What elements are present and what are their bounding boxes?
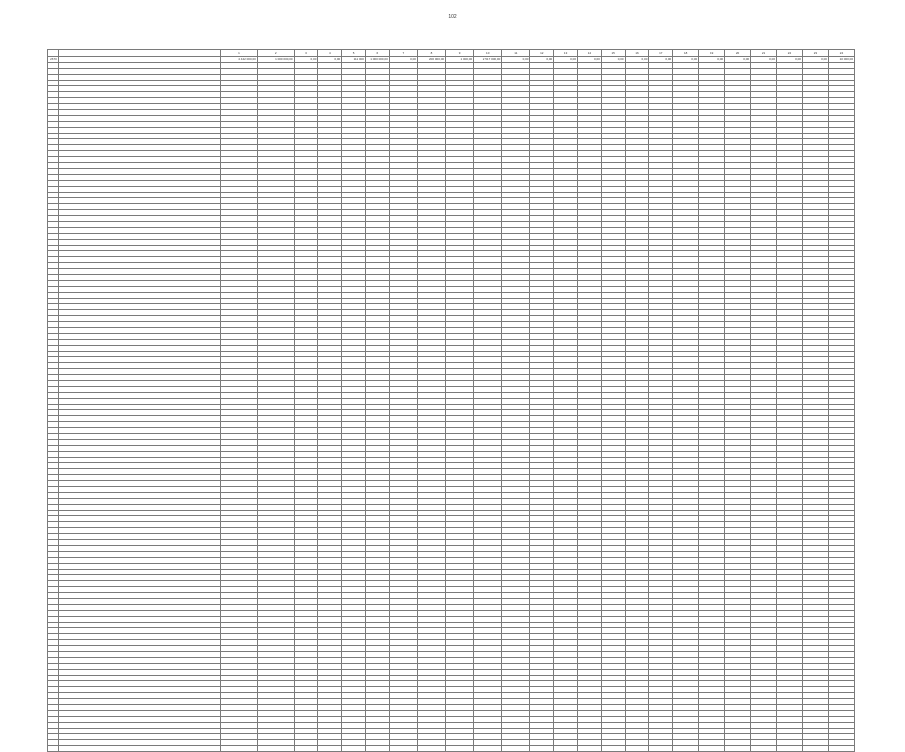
table-cell: 4 442 000,00 <box>221 57 258 63</box>
table-cell <box>365 746 389 752</box>
header-cell <box>48 50 59 57</box>
table-cell <box>530 746 554 752</box>
table-cell <box>554 746 578 752</box>
data-table <box>47 49 855 752</box>
table-cell: 111 000 <box>342 57 366 63</box>
table-cell: 10 000,00 <box>828 57 854 63</box>
header-cell: 21 <box>751 50 777 57</box>
data-table-container <box>47 49 855 752</box>
table-cell <box>318 746 342 752</box>
table-cell <box>777 746 803 752</box>
header-cell: 23 <box>802 50 828 57</box>
table-row <box>48 746 855 752</box>
table-cell: 0,00 <box>802 57 828 63</box>
table-cell: 1 000,00 <box>446 57 474 63</box>
table-cell <box>601 746 625 752</box>
table-cell: 0,00 <box>318 57 342 63</box>
header-cell: 10 <box>474 50 502 57</box>
table-cell: 0,00 <box>699 57 725 63</box>
header-cell: 8 <box>417 50 445 57</box>
header-cell <box>58 50 220 57</box>
table-cell: 0,00 <box>389 57 417 63</box>
table-cell <box>342 746 366 752</box>
header-cell: 12 <box>530 50 554 57</box>
table-cell <box>699 746 725 752</box>
table-cell <box>417 746 445 752</box>
header-cell: 3 <box>294 50 318 57</box>
table-cell <box>474 746 502 752</box>
table-cell <box>725 746 751 752</box>
table-cell <box>673 746 699 752</box>
table-cell: 0,00 <box>554 57 578 63</box>
header-cell: 2 <box>257 50 294 57</box>
table-cell <box>58 746 220 752</box>
table-cell <box>257 746 294 752</box>
table-cell: 200 000,00 <box>417 57 445 63</box>
table-cell: 2 517 000,00 <box>474 57 502 63</box>
table-cell: 0,00 <box>649 57 673 63</box>
table-cell: 0,00 <box>530 57 554 63</box>
table-cell: 0,00 <box>502 57 530 63</box>
header-cell: 9 <box>446 50 474 57</box>
header-cell: 18 <box>673 50 699 57</box>
table-cell: 0,00 <box>751 57 777 63</box>
table-cell <box>751 746 777 752</box>
table-cell: 1 000 000,00 <box>365 57 389 63</box>
header-cell: 15 <box>601 50 625 57</box>
table-cell: 0,00 <box>578 57 602 63</box>
header-cell: 1 <box>221 50 258 57</box>
table-cell <box>294 746 318 752</box>
table-cell <box>828 746 854 752</box>
table-cell <box>802 746 828 752</box>
table-cell <box>389 746 417 752</box>
header-cell: 20 <box>725 50 751 57</box>
header-cell: 24 <box>828 50 854 57</box>
header-cell: 6 <box>365 50 389 57</box>
table-cell <box>578 746 602 752</box>
table-cell: 0,00 <box>777 57 803 63</box>
table-cell: 2670 <box>48 57 59 63</box>
table-cell <box>446 746 474 752</box>
header-cell: 16 <box>625 50 649 57</box>
header-cell: 22 <box>777 50 803 57</box>
header-cell: 13 <box>554 50 578 57</box>
table-header-row <box>48 50 855 57</box>
table-cell: 0,00 <box>725 57 751 63</box>
table-cell <box>502 746 530 752</box>
header-cell: 5 <box>342 50 366 57</box>
table-cell <box>221 746 258 752</box>
table-cell: 0,00 <box>294 57 318 63</box>
table-cell: 0,00 <box>673 57 699 63</box>
table-cell: 1 000 000,00 <box>257 57 294 63</box>
header-cell: 19 <box>699 50 725 57</box>
table-cell: 0,00 <box>601 57 625 63</box>
table-cell <box>649 746 673 752</box>
page-number: 102 <box>448 14 457 20</box>
header-cell: 17 <box>649 50 673 57</box>
header-cell: 11 <box>502 50 530 57</box>
table-cell: 0,00 <box>625 57 649 63</box>
header-cell: 4 <box>318 50 342 57</box>
header-cell: 14 <box>578 50 602 57</box>
header-cell: 7 <box>389 50 417 57</box>
table-cell <box>625 746 649 752</box>
table-cell <box>48 746 59 752</box>
